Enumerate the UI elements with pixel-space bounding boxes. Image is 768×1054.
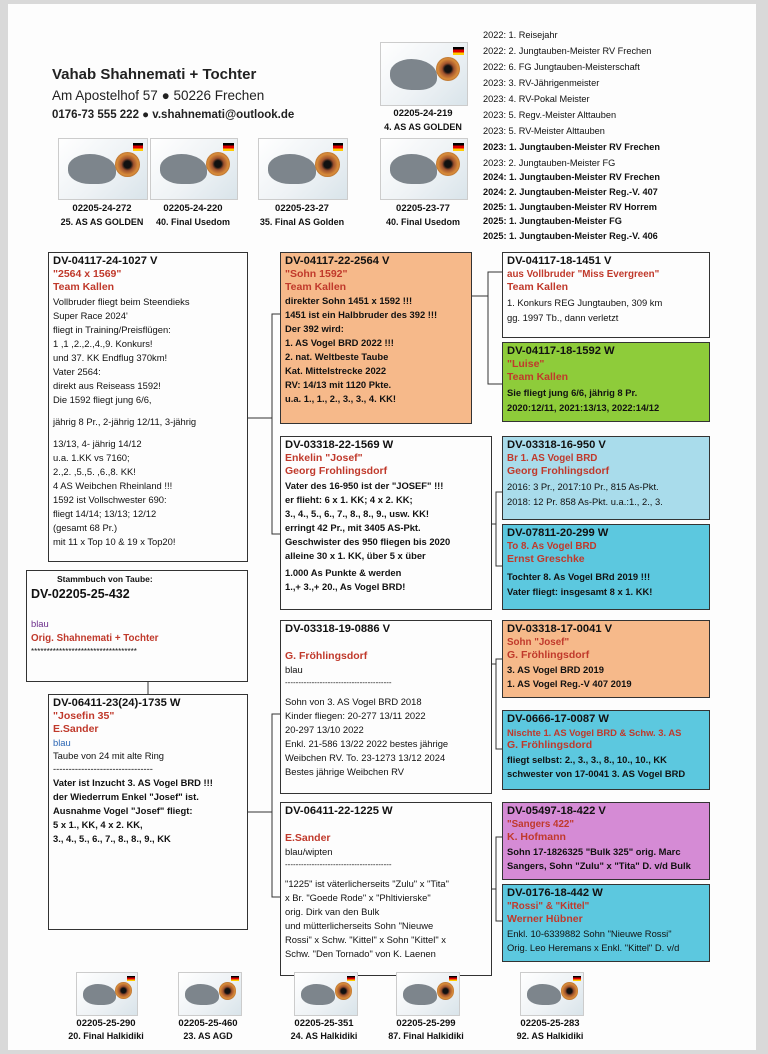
stammbuch-stars: ********************************** [31, 647, 137, 656]
photo-caption: 25. AS AS GOLDEN [60, 217, 144, 227]
mf-line: Weibchen RV. To. 23-1273 13/12 2024 [285, 752, 446, 763]
ff-line: 1. AS Vogel BRD 2022 !!! [285, 337, 394, 348]
mother-ring: DV-06411-23(24)-1735 W [53, 697, 181, 709]
pedigree-page [8, 4, 756, 1050]
gp-line: Sie fliegt jung 6/6, jährig 8 Pr. [507, 387, 638, 398]
gp-line: Orig. Leo Heremans x Enkl. "Kittel" D. v/d [507, 942, 680, 953]
stammbuch-card [26, 570, 248, 682]
mm-line: x Br. "Goede Rode" x "Phltivierske" [285, 892, 431, 903]
ff-line: Der 392 wird: [285, 323, 344, 334]
breeder-name: Vahab Shahnemati + Tochter [52, 66, 257, 83]
breeder-contact: 0176-73 555 222 ● v.shahnemati@outlook.de [52, 109, 295, 121]
photo-caption: 87. Final Halkidiki [388, 1031, 464, 1041]
gp-name: "Sangers 422" [507, 819, 575, 830]
great-grandparent-card [502, 436, 710, 520]
photo-ring: 02205-25-460 [178, 1018, 238, 1029]
gp-name: "Luise" [507, 358, 545, 370]
gp-line: fliegt selbst: 2., 3., 3., 8., 10., 10., KK [507, 754, 667, 765]
photo-ring: 02205-24-219 [393, 108, 453, 119]
gp-breeder: G. Fröhlingsdorf [507, 649, 590, 661]
mf-line: Enkl. 21-586 13/22 2022 bestes jährige [285, 738, 449, 749]
photo-caption: 4. AS AS GOLDEN [384, 122, 462, 132]
photo-caption: 92. AS Halkidiki [516, 1031, 584, 1041]
mother-note: Taube von 24 mit alte Ring [53, 750, 165, 761]
achievement: 2023: 2. Jungtauben-Meister FG [483, 158, 616, 168]
mother-line: 3., 4., 5., 6., 7., 8., 8., 9., KK [53, 833, 171, 844]
gp-breeder: K. Hofmann [507, 831, 566, 843]
ff-line: 2. nat. Weltbeste Taube [285, 351, 389, 362]
gp-line: 2018: 12 Pr. 858 As-Pkt. u.a.:1., 2., 3. [507, 496, 663, 507]
grandfather-paternal-card [280, 252, 472, 424]
father-line: u.a. 1.KK vs 7160; [53, 452, 130, 463]
fm-line: 3., 4., 5., 6., 7., 8., 8., 9., usw. KK! [285, 508, 429, 519]
ff-line: direkter Sohn 1451 x 1592 !!! [285, 295, 413, 306]
gp-ring: DV-03318-17-0041 V [507, 623, 613, 635]
fm-line: Vater des 16-950 ist der "JOSEF" !!! [285, 480, 444, 491]
gp-line: 1. Konkurs REG Jungtauben, 309 km [507, 297, 663, 308]
ff-breeder: Team Kallen [285, 281, 347, 293]
achievement: 2023: 4. RV-Pokal Meister [483, 94, 590, 104]
great-grandparent-card [502, 342, 710, 422]
grandmother-maternal-card [280, 802, 492, 976]
photo-caption: 40. Final Usedom [155, 217, 231, 227]
mf-ring: DV-03318-19-0886 V [285, 623, 391, 635]
mf-line: Kinder fliegen: 20-277 13/11 2022 [285, 710, 426, 721]
pigeon-photo [396, 972, 460, 1016]
gp-line: 2016: 3 Pr., 2017:10 Pr., 815 As-Pkt. [507, 481, 659, 492]
father-breeder: Team Kallen [53, 281, 115, 293]
pigeon-photo [294, 972, 358, 1016]
pigeon-photo [150, 138, 238, 200]
photo-ring: 02205-23-77 [396, 203, 450, 214]
ff-name: "Sohn 1592" [285, 268, 348, 280]
photo-ring: 02205-25-299 [396, 1018, 456, 1029]
mother-line: Ausnahme Vogel "Josef" fliegt: [53, 805, 193, 816]
gp-breeder: Ernst Greschke [507, 553, 585, 565]
mm-ring: DV-06411-22-1225 W [285, 805, 393, 817]
achievement: 2025: 1. Jungtauben-Meister FG [483, 216, 622, 226]
ff-line: Kat. Mittelstrecke 2022 [285, 365, 387, 376]
photo-caption: 23. AS AGD [183, 1031, 233, 1041]
subject-color: blau [31, 618, 49, 629]
fm-name: Enkelin "Josef" [285, 452, 363, 464]
great-grandparent-card [502, 524, 710, 610]
mf-breeder: G. Fröhlingsdorf [285, 650, 368, 662]
father-line: 1 ,1 ,2.,2.,4.,9. Konkurs! [53, 338, 153, 349]
gp-line: Tochter 8. As Vogel BRd 2019 !!! [507, 571, 651, 582]
fm-line: 1.,+ 3.,+ 20., As Vogel BRD! [285, 581, 406, 592]
mother-name: "Josefin 35" [53, 710, 115, 722]
pigeon-photo [76, 972, 138, 1016]
mm-line: "1225" ist väterlicherseits "Zulu" x "Tita" [285, 878, 449, 889]
achievement: 2022: 6. FG Jungtauben-Meisterschaft [483, 62, 640, 72]
great-grandparent-card [502, 620, 710, 698]
father-card [48, 252, 248, 562]
mother-dashes: -------------------------------- [53, 763, 153, 774]
mm-line: und mütterlicherseits Sohn "Nieuwe [285, 920, 434, 931]
pigeon-photo [58, 138, 148, 200]
gp-name: To 8. As Vogel BRD [507, 541, 597, 552]
gp-line: schwester von 17-0041 3. AS Vogel BRD [507, 768, 686, 779]
mm-line: Rossi" x Schw. "Kittel" x Sohn "Kittel" x [285, 934, 446, 945]
father-line: fliegt in Training/Preisflügen: [53, 324, 171, 335]
gp-ring: DV-05497-18-422 V [507, 805, 606, 817]
gp-line: Sangers, Sohn "Zulu" x "Tita" D. v/d Bulk [507, 860, 691, 871]
mf-line: Sohn von 3. AS Vogel BRD 2018 [285, 696, 422, 707]
father-line: 1592 ist Vollschwester 690: [53, 494, 167, 505]
photo-ring: 02205-25-283 [520, 1018, 580, 1029]
fm-line: alleine 30 x 1. KK, über 5 x über [285, 550, 426, 561]
gp-ring: DV-0176-18-442 W [507, 887, 603, 899]
father-line: 4 AS Weibchen Rheinland !!! [53, 480, 173, 491]
fm-ring: DV-03318-22-1569 W [285, 439, 394, 451]
father-line: Die 1592 fliegt jung 6/6, [53, 394, 152, 405]
mf-line: 20-297 13/10 2022 [285, 724, 364, 735]
gp-line: Enkl. 10-6339882 Sohn "Nieuwe Rossi" [507, 928, 672, 939]
fm-line: er flieht: 6 x 1. KK; 4 x 2. KK; [285, 494, 413, 505]
achievement: 2023: 3. RV-Jährigenmeister [483, 78, 600, 88]
father-name: "2564 x 1569" [53, 268, 122, 280]
gp-line: 2020:12/11, 2021:13/13, 2022:14/12 [507, 402, 660, 413]
photo-ring: 02205-24-220 [163, 203, 223, 214]
achievement: 2024: 1. Jungtauben-Meister RV Frechen [483, 172, 660, 182]
achievement: 2023: 5. RV-Meister Alttauben [483, 126, 605, 136]
mother-card [48, 694, 248, 930]
father-line: und 37. KK Endflug 370km! [53, 352, 168, 363]
gp-breeder: Team Kallen [507, 371, 569, 383]
achievement: 2025: 1. Jungtauben-Meister Reg.-V. 406 [483, 231, 658, 241]
photo-ring: 02205-25-351 [294, 1018, 354, 1029]
father-line: fliegt 14/14; 13/13; 12/12 [53, 508, 157, 519]
photo-caption: 24. AS Halkidiki [290, 1031, 358, 1041]
subject-origin: Orig. Shahnemati + Tochter [31, 633, 159, 644]
stammbuch-title: Stammbuch von Taube: [57, 574, 153, 584]
pigeon-photo [380, 42, 468, 106]
fm-breeder: Georg Frohlingsdorf [285, 465, 388, 477]
achievement: 2023: 1. Jungtauben-Meister RV Frechen [483, 142, 660, 152]
mm-line: orig. Dirk van den Bulk [285, 906, 380, 917]
great-grandparent-card [502, 884, 710, 962]
father-line: jährig 8 Pr., 2-jährig 12/11, 3-jährig [53, 416, 197, 427]
fm-line: Geschwister des 950 fliegen bis 2020 [285, 536, 451, 547]
gp-line: Sohn 17-1826325 "Bulk 325" orig. Marc [507, 846, 681, 857]
father-line: (gesamt 68 Pr.) [53, 522, 118, 533]
gp-breeder: Georg Frohlingsdorf [507, 465, 610, 477]
fm-line: 1.000 As Punkte & werden [285, 567, 402, 578]
father-line: Super Race 2024' [53, 310, 128, 321]
mother-breeder: E.Sander [53, 723, 99, 735]
pigeon-photo [178, 972, 242, 1016]
gp-ring: DV-0666-17-0087 W [507, 713, 609, 725]
photo-ring: 02205-25-290 [76, 1018, 136, 1029]
pigeon-photo [380, 138, 468, 200]
gp-ring: DV-07811-20-299 W [507, 527, 609, 539]
gp-breeder: Team Kallen [507, 281, 569, 293]
mother-line: Vater ist Inzucht 3. AS Vogel BRD !!! [53, 777, 213, 788]
gp-breeder: Werner Hübner [507, 913, 583, 925]
ff-line: 1451 ist ein Halbbruder des 392 !!! [285, 309, 438, 320]
mm-breeder: E.Sander [285, 832, 331, 844]
grandmother-paternal-card [280, 436, 492, 610]
fm-line: erringt 42 Pr., mit 3405 AS-Pkt. [285, 522, 421, 533]
grandfather-maternal-card [280, 620, 492, 794]
gp-name: Br 1. AS Vogel BRD [507, 453, 598, 464]
mother-line: der Wiederrum Enkel "Josef" ist. [53, 791, 199, 802]
gp-line: 1. AS Vogel Reg.-V 407 2019 [507, 678, 632, 689]
mother-color: blau [53, 737, 71, 748]
gp-line: gg. 1997 Tb., dann verletzt [507, 312, 619, 323]
mf-line: Bestes jährige Weibchen RV [285, 766, 404, 777]
subject-ring: DV-02205-25-432 [31, 587, 130, 601]
achievement: 2024: 2. Jungtauben-Meister Reg.-V. 407 [483, 187, 658, 197]
mm-color: blau/wipten [285, 846, 333, 857]
photo-ring: 02205-23-27 [275, 203, 329, 214]
achievement: 2022: 2. Jungtauben-Meister RV Frechen [483, 46, 652, 56]
photo-caption: 40. Final Usedom [385, 217, 461, 227]
father-line: Vollbruder fliegt beim Steendieks [53, 296, 190, 307]
great-grandparent-card [502, 802, 710, 880]
father-line: mit 11 x Top 10 & 19 x Top20! [53, 536, 176, 547]
pigeon-photo [520, 972, 584, 1016]
father-ring: DV-04117-24-1027 V [53, 255, 158, 267]
ff-ring: DV-04117-22-2564 V [285, 255, 390, 267]
gp-name: aus Vollbruder "Miss Evergreen" [507, 269, 660, 280]
achievement: 2022: 1. Reisejahr [483, 30, 558, 40]
gp-ring: DV-03318-16-950 V [507, 439, 606, 451]
mf-color: blau [285, 664, 303, 675]
ff-line: u.a. 1., 1., 2., 3., 3., 4. KK! [285, 393, 396, 404]
father-line: 2.,2. ,5.,5. ,6.,8. KK! [53, 466, 136, 477]
mother-line: 5 x 1., KK, 4 x 2. KK, [53, 819, 143, 830]
father-line: Vater 2564: [53, 366, 101, 377]
pigeon-photo [258, 138, 348, 200]
photo-caption: 20. Final Halkidiki [68, 1031, 144, 1041]
gp-line: 3. AS Vogel BRD 2019 [507, 664, 604, 675]
great-grandparent-card [502, 252, 710, 338]
breeder-address: Am Apostelhof 57 ● 50226 Frechen [52, 88, 265, 103]
gp-name: "Rossi" & "Kittel" [507, 901, 590, 912]
gp-name: Sohn "Josef" [507, 637, 570, 648]
mf-dashes: ---------------------------------------- [285, 678, 392, 687]
gp-breeder: G. Fröhlingsdord [507, 739, 593, 751]
gp-line: Vater fliegt: insgesamt 8 x 1. KK! [507, 586, 653, 597]
gp-ring: DV-04117-18-1592 W [507, 345, 615, 357]
gp-ring: DV-04117-18-1451 V [507, 255, 612, 267]
father-line: direkt aus Reiseass 1592! [53, 380, 161, 391]
mm-dashes: ---------------------------------------- [285, 860, 392, 869]
achievement: 2023: 5. Regv.-Meister Alttauben [483, 110, 617, 120]
photo-caption: 35. Final AS Golden [259, 217, 345, 227]
gp-name: Nischte 1. AS Vogel BRD & Schw. 3. AS [507, 727, 682, 738]
father-line: 13/13, 4- jährig 14/12 [53, 438, 142, 449]
great-grandparent-card [502, 710, 710, 790]
ff-line: RV: 14/13 mit 1120 Pkte. [285, 379, 392, 390]
mm-line: Schw. "Den Tornado" von K. Laenen [285, 948, 436, 959]
photo-ring: 02205-24-272 [72, 203, 132, 214]
achievement: 2025: 1. Jungtauben-Meister RV Horrem [483, 202, 657, 212]
